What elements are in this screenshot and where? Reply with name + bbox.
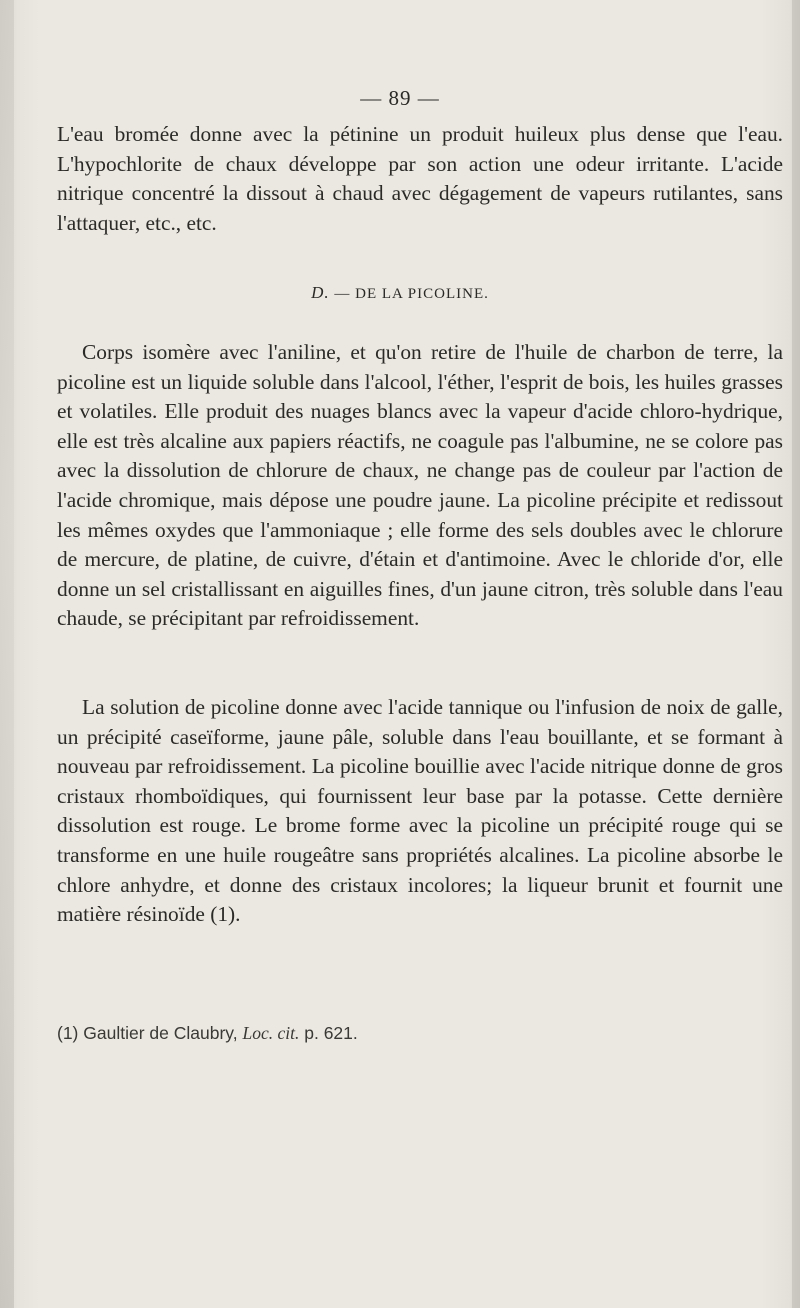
intro-paragraph <box>57 120 783 238</box>
footnote <box>57 1023 358 1044</box>
page-gutter-shadow <box>0 0 14 1308</box>
body-paragraph-2 <box>57 693 783 930</box>
section-heading-letter: D. <box>311 283 330 302</box>
footnote-marker: (1) <box>57 1023 79 1043</box>
section-heading <box>0 283 800 303</box>
footnote-citation: Loc. cit. <box>242 1023 300 1043</box>
footnote-author: Gaultier de Claubry, <box>83 1023 238 1043</box>
body-paragraph-1 <box>57 338 783 634</box>
intro-paragraph-text: L'eau bromée donne avec la pétinine un produit huileux plus dense que l'eau. L'hypochlorite de chaux développe par son action une odeur irritante. L'acide nitrique concentré la dissout à chaud avec dégagement de vapeurs rutilantes, sans l'attaquer, etc., etc. <box>57 122 783 235</box>
footnote-page: p. 621. <box>304 1023 358 1043</box>
section-heading-title: — DE LA PICOLINE. <box>334 286 489 302</box>
body-paragraph-1-text: Corps isomère avec l'aniline, et qu'on retire de l'huile de charbon de terre, la picoline est un liquide soluble dans l'alcool, l'éther, l'esprit de bois, les huiles grasses et volatiles. Elle produit des nuages blancs avec la vapeur d'acide chloro-hydrique, elle est très alcaline aux papiers réactifs, ne coagule pas l'albumine, ne se colore pas avec la dissolution de chlorure de chaux, ne change pas de couleur par l'action de l'acide chromique, mais dépose une poudre jaune. La picoline précipite et redissout les mêmes oxydes que l'ammoniaque ; elle forme des sels doubles avec le chlorure de mercure, de platine, de cuivre, d'étain et d'antimoine. Avec le chloride d'or, elle donne un sel cristallissant en aiguilles fines, d'un jaune citron, très soluble dans l'eau chaude, se précipitant par refroidissement. <box>57 340 783 631</box>
page-right-edge <box>792 0 800 1308</box>
page-number: — 89 — <box>360 86 440 110</box>
body-paragraph-2-text: La solution de picoline donne avec l'acide tannique ou l'infusion de noix de galle, un précipité caseïforme, jaune pâle, soluble dans l'eau bouillante, et se formant à nouveau par refroidissement. La picoline bouillie avec l'acide nitrique donne de gros cristaux rhomboïdiques, qui fournissent leur base par la potasse. Cette dernière dissolution est rouge. Le brome forme avec la picoline un précipité rouge qui se transforme en une huile rougeâtre sans propriétés alcalines. La picoline absorbe le chlore anhydre, et donne des cristaux incolores; la liqueur brunit et fournit une matière résinoïde (1). <box>57 695 783 927</box>
